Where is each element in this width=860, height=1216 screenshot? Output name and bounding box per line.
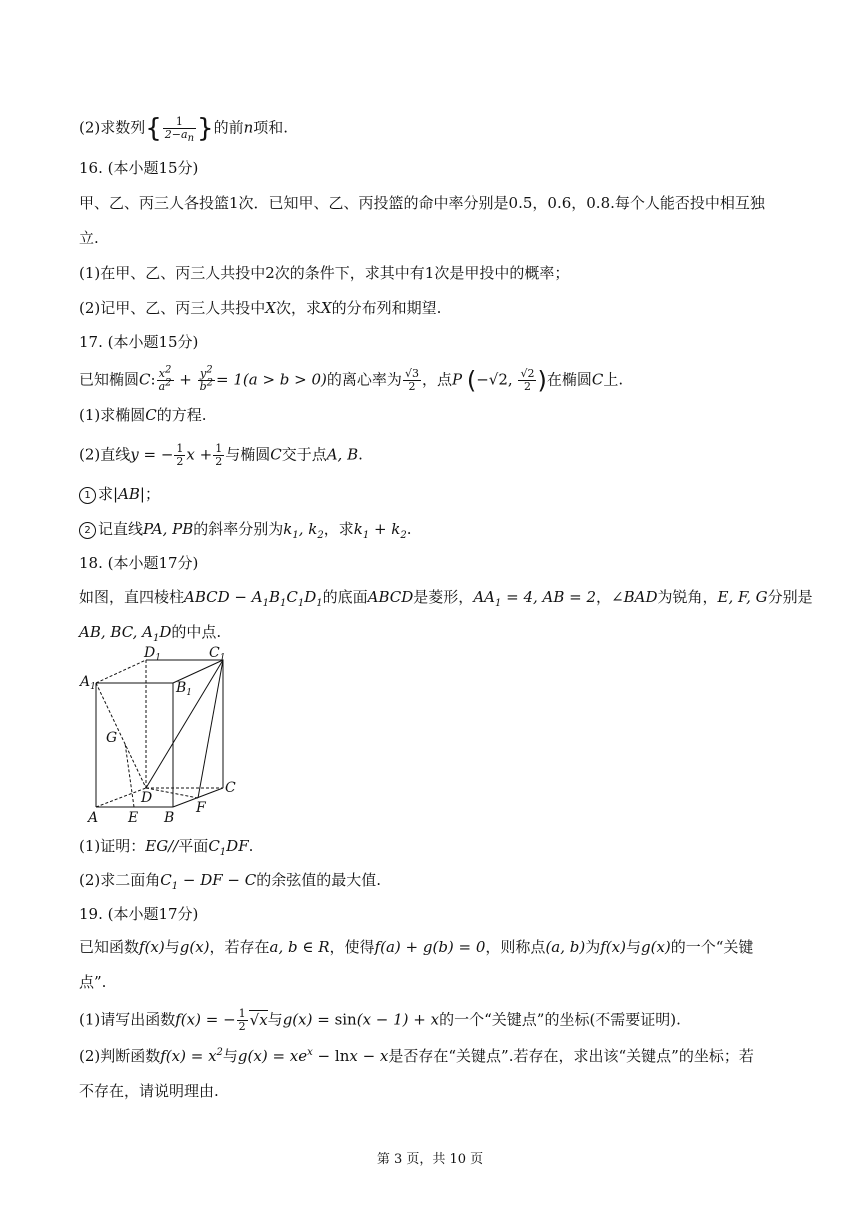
q18-sub2: (2)求二面角$C_1$ − DF − C的余弦值的最大值.: [79, 871, 382, 892]
q19-sub2: (2)判断函数$f(x) = x^2$与$g(x) = xe^x - \ln x - x$是否存在“关键点”.若存在，求出该“关键点”的坐标；若: [79, 1047, 754, 1065]
q19-header: 19. (本小题17分): [79, 905, 199, 923]
q19-paragraph-2: 点”.: [79, 973, 107, 991]
label-E: E: [128, 810, 139, 825]
q16-sub1: (1)在甲、乙、丙三人共投中2次的条件下，求其中有1次是甲投中的概率；: [79, 264, 570, 282]
q15-part2-line: (2)求数列{ $\frac{1}{2-a_n}$ }的前n项和.: [79, 113, 289, 145]
text: (2)求数列: [79, 118, 146, 137]
label-A: A: [88, 810, 99, 825]
q19-paragraph-1: 已知函数f(x)与g(x)，若存在a, b ∈ R，使得f(a) + g(b) = 0，则称点(a, b)为f(x)与g(x)的一个“关键: [79, 938, 754, 956]
prism-diagram: [78, 640, 248, 825]
q18-paragraph-1: 如图，直四棱柱ABCD − $A_1B_1C_1D_1$的底面ABCD是菱形，$AA_1 = 4$, AB = 2，∠BAD为锐角，E, F, G分别是: [79, 588, 813, 609]
label-B1: $B_1$: [176, 680, 193, 698]
line-DF: [146, 788, 198, 798]
edge-A1D1: [96, 660, 146, 683]
q17-header: 17. (本小题15分): [79, 333, 199, 351]
label-C: C: [225, 780, 236, 796]
q16-paragraph-2: 立.: [79, 229, 99, 247]
label-C1: $C_1$: [209, 645, 226, 663]
label-D: D: [141, 790, 153, 806]
q18-header: 18. (本小题17分): [79, 554, 199, 572]
label-A1: $A_1$: [80, 674, 96, 692]
q17-sub1: (1)求椭圆C的方程.: [79, 406, 207, 424]
label-F: F: [196, 800, 206, 816]
prism-figure: [78, 640, 248, 829]
edge-AD: [96, 788, 146, 807]
fraction: $\frac{1}{2-a_n}$: [164, 115, 195, 145]
q17-item2: 2 记直线PA, PB的斜率分别为$k_1$, $k_2$，求$k_1 + k_2$.: [79, 519, 412, 539]
q18-paragraph-2: AB, BC, $A_1D$的中点.: [79, 623, 222, 644]
q16-header: 16. (本小题15分): [79, 159, 199, 177]
q17-item1: 1 求|AB|；: [79, 484, 160, 504]
q18-sub1: (1)证明：EG//平面$C_1DF$.: [79, 837, 254, 858]
line-A1D: [96, 683, 146, 788]
label-B: B: [164, 810, 175, 825]
q19-sub2-cont: 不存在，请说明理由.: [79, 1082, 219, 1100]
q17-paragraph-1: 已知椭圆C: $\frac{x^2}{a^2}$ + $\frac{y^2}{b^2}$ = 1(a > b > 0)的离心率为 $\frac{√3}{2}$ ，点P (−√2, $\frac{√2}{2}$ )在椭圆C上.: [79, 364, 624, 395]
right-brace: }: [197, 113, 214, 144]
q16-paragraph-1: 甲、乙、丙三人各投篮1次．已知甲、乙、丙投篮的命中率分别是0.5，0.6，0.8.每个人能否投中相互独: [79, 194, 765, 212]
label-D1: $D_1$: [144, 645, 161, 663]
circled-number: 1: [79, 487, 96, 504]
page-footer: 第 3 页，共 10 页: [376, 1152, 484, 1167]
label-G: G: [106, 730, 118, 746]
q16-sub2: (2)记甲、乙、丙三人共投中X次，求X的分布列和期望.: [79, 299, 442, 317]
q17-sub2: (2)直线y = − $\frac{1}{2}$ x + $\frac{1}{2}$ 与椭圆C交于点A, B.: [79, 442, 363, 468]
left-brace: {: [145, 113, 162, 144]
q19-sub1: (1)请写出函数f(x) = − $\frac{1}{2}$ √x与g(x) = sin(x − 1) + x的一个“关键点”的坐标(不需要证明).: [79, 1007, 681, 1033]
circled-number: 2: [79, 522, 96, 539]
